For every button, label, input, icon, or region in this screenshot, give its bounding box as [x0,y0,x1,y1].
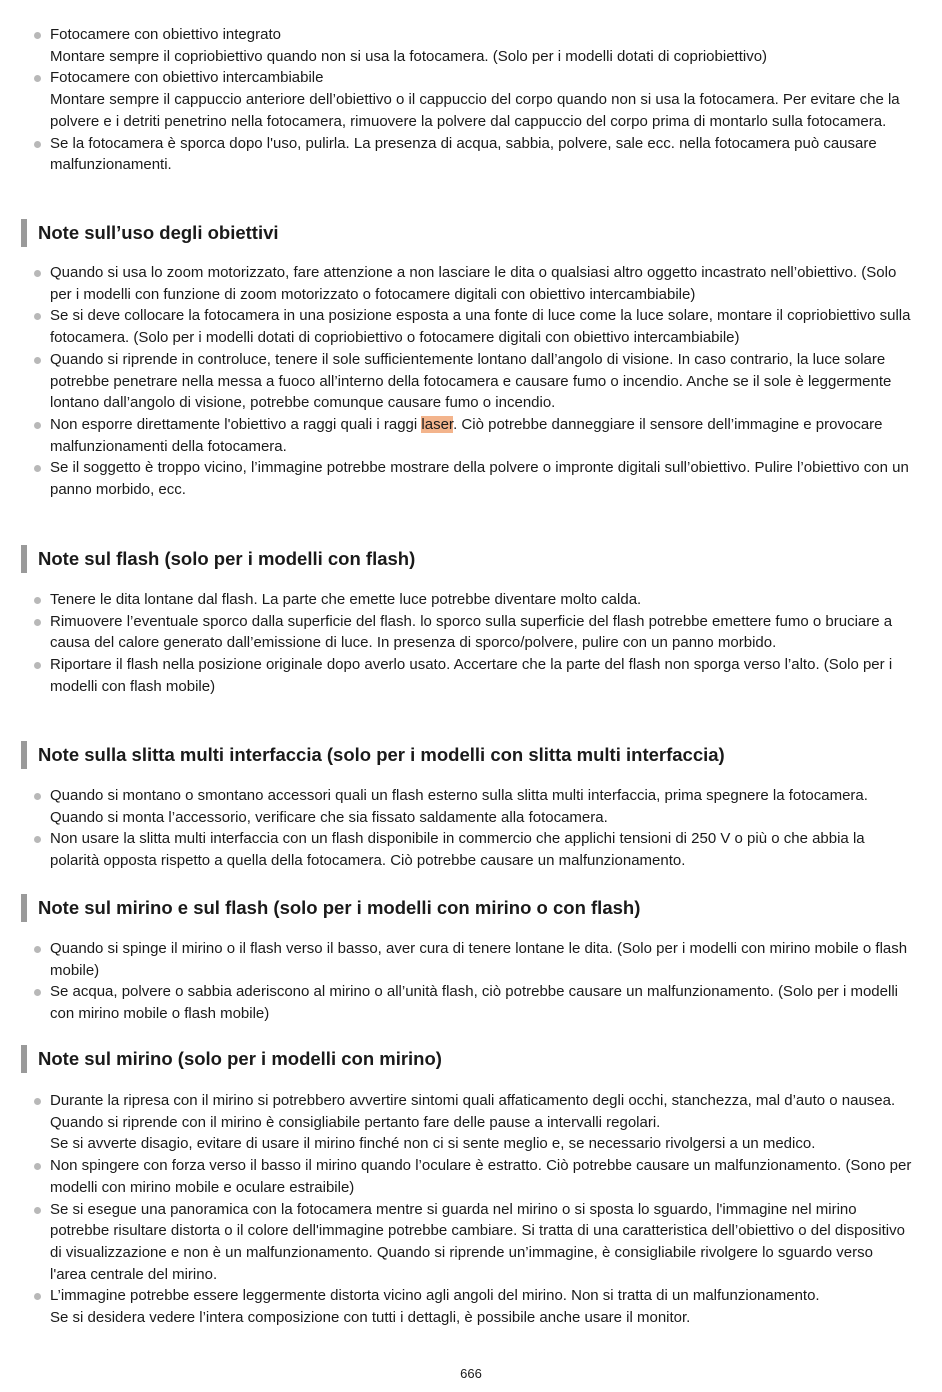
list-item: Se si esegue una panoramica con la fotocamera mentre si guarda nel mirino o si sposta lo sguardo, l'immagine nel mirino potrebbe risultare distorta o il colore dell'immagine potrebbe cambiare. Si tratta di una caratteristica dell’obiettivo o del dispositivo di visualizzazione e non è un malfunzionamento. Quando si riprende un’immagine, è consigliabile rivolgere lo sguardo verso l'area centrale del mirino. [50,1199,912,1286]
list-item: Quando si riprende in controluce, tenere il sole sufficientemente lontano dall’angolo di visione. In caso contrario, la luce solare potrebbe penetrare nella messa a fuoco all’interno della fotocamera e causare fumo o incendio. Anche se il sole è leggermente lontano dall’angolo di visione, potrebbe comunque causare fumo o incendio. [50,349,912,414]
section-viewfinder-flash [0,938,942,1025]
list-item [50,414,912,457]
list-item: Rimuovere l’eventuale sporco dalla superficie del flash. lo sporco sulla superficie del flash potrebbe emettere fumo o bruciare a causa del calore generato dall’emissione di luce. In presenza di sporco/polvere, pulire con un panno morbido. [50,611,912,654]
list-item: Quando si usa lo zoom motorizzato, fare attenzione a non lasciare le dita o qualsiasi altro oggetto incastrato nell’obiettivo. (Solo per i modelli con funzione di zoom motorizzato o fotocamere digitali con obiettivo intercambiabile) [50,262,912,305]
list-item: Non spingere con forza verso il basso il mirino quando l’oculare è estratto. Ciò potrebbe causare un malfunzionamento. (Sono per modelli con mirino mobile e oculare estraibile) [50,1155,912,1198]
item-text: Durante la ripresa con il mirino si potrebbero avvertire sintomi quali affaticamento degli occhi, stanchezza, mal d’auto o nausea. Quando si riprende con il mirino è consigliabile pertanto fare delle pause a intervalli regolari. [50,1092,896,1131]
shoe-list [0,785,942,872]
list-item [50,24,912,67]
list-item: Riportare il flash nella posizione originale dopo averlo usato. Accertare che la parte del flash non sporga verso l’alto. (Solo per i modelli con flash mobile) [50,654,912,697]
intro-list [0,24,942,176]
section-heading-shoe: Note sulla slitta multi interfaccia (solo per i modelli con slitta multi interfaccia) [0,741,942,769]
list-item: Se acqua, polvere o sabbia aderiscono al mirino o all’unità flash, ciò potrebbe causare un malfunzionamento. (Solo per i modelli con mirino mobile o flash mobile) [50,981,912,1024]
list-item: Quando si montano o smontano accessori quali un flash esterno sulla slitta multi interfaccia, prima spegnere la fotocamera. Quando si monta l’accessorio, verificare che sia fissato saldamente alla fotocamera. [50,785,912,828]
section-viewfinder [0,1090,942,1329]
section-shoe [0,785,942,872]
item-text: Montare sempre il copriobiettivo quando non si usa la fotocamera. (Solo per i modelli dotati di copriobiettivo) [50,47,768,65]
highlighted-word: laser [421,415,454,433]
section-heading-viewfinder: Note sul mirino (solo per i modelli con mirino) [0,1045,938,1073]
intro-section [0,24,942,176]
item-text: Montare sempre il cappuccio anteriore dell’obiettivo o il cappuccio del corpo quando non si usa la fotocamera. Per evitare che la polvere e i detriti penetrino nella fotocamera, rimuovere la polvere dal cappuccio del corpo prima di montarlo sulla fotocamera. [50,91,900,130]
item-text-continued: Se si avverte disagio, evitare di usare il mirino finché non ci si sente meglio e, se necessario rivolgersi a un medico. [50,1135,816,1153]
section-heading-viewfinder-flash: Note sul mirino e sul flash (solo per i modelli con mirino o con flash) [0,894,938,922]
item-title: Fotocamere con obiettivo integrato [50,26,281,43]
list-item: Non usare la slitta multi interfaccia con un flash disponibile in commercio che applichi tensioni di 250 V o più o che abbia la polarità opposta rispetto a quella della fotocamera. Ciò potrebbe causare un malfunzionamento. [50,828,912,871]
lenses-list [0,262,942,501]
item-text-after: . Ciò potrebbe danneggiare il sensore dell’immagine e provocare malfunzionamenti della fotocamera. [50,415,883,455]
item-text: L’immagine potrebbe essere leggermente distorta vicino agli angoli del mirino. Non si tratta di un malfunzionamento. [50,1287,820,1305]
list-item [50,67,912,132]
item-text-continued: Se si desidera vedere l’intera composizione con tutti i dettagli, è possibile anche usare il monitor. [50,1309,691,1327]
list-item [50,133,912,176]
list-item: Se si deve collocare la fotocamera in una posizione esposta a una fonte di luce come la luce solare, montare il copriobiettivo sulla fotocamera. (Solo per i modelli dotati di copriobiettivo o fotocamere digitali con obiettivo intercambiabile) [50,305,912,348]
list-item: Tenere le dita lontane dal flash. La parte che emette luce potrebbe diventare molto calda. [50,589,912,611]
flash-list [0,589,942,698]
viewfinder-list [0,1090,942,1329]
viewfinder-flash-list [0,938,942,1025]
page-number: 666 [460,1366,482,1381]
section-heading-flash: Note sul flash (solo per i modelli con flash) [0,545,938,573]
section-heading-lenses: Note sull’uso degli obiettivi [0,219,938,247]
item-text-before: Non esporre direttamente l'obiettivo a raggi quali i raggi [50,415,422,433]
section-flash [0,589,942,698]
item-text: Se la fotocamera è sporca dopo l'uso, pulirla. La presenza di acqua, sabbia, polvere, sale ecc. nella fotocamera può causare malfunzionamenti. [50,134,877,174]
list-item [50,1285,912,1328]
section-lenses [0,262,942,501]
list-item [50,1090,912,1155]
list-item: Quando si spinge il mirino o il flash verso il basso, aver cura di tenere lontane le dita. (Solo per i modelli con mirino mobile o flash mobile) [50,938,912,981]
item-title: Fotocamere con obiettivo intercambiabile [50,69,324,87]
list-item: Se il soggetto è troppo vicino, l’immagine potrebbe mostrare della polvere o impronte digitali sull’obiettivo. Pulire l’obiettivo con un panno morbido, ecc. [50,457,912,500]
